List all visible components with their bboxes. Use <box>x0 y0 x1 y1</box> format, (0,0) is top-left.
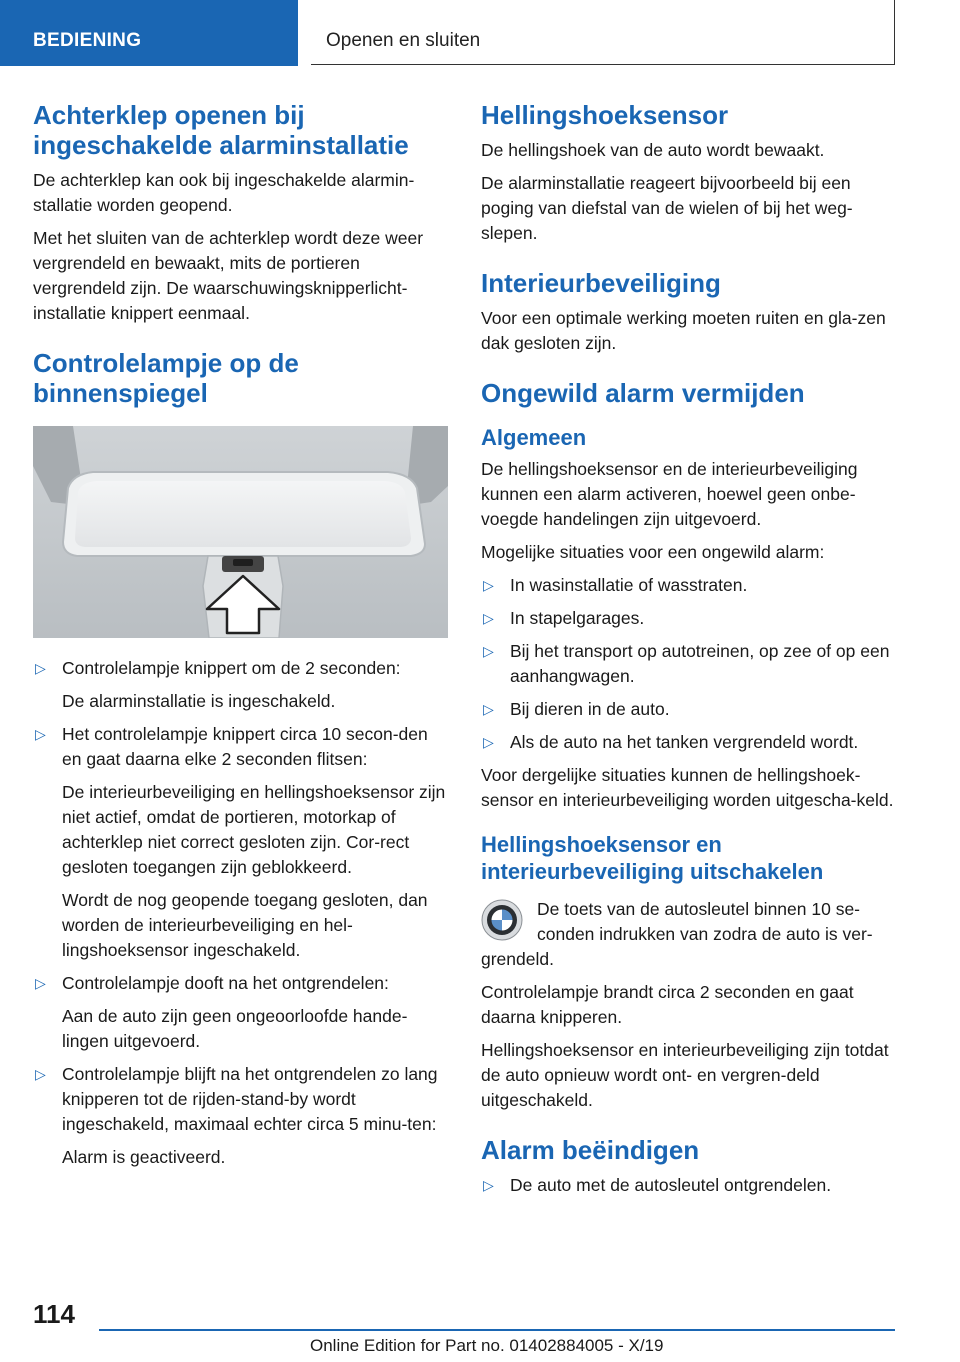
list-item: ▷ Als de auto na het tanken vergrendeld wordt. <box>481 730 897 755</box>
triangle-bullet-icon: ▷ <box>35 975 46 991</box>
heading-tailgate-alarm: Achterklep openen bij ingeschakelde alarminstallatie <box>33 100 409 160</box>
chapter-label: Openen en sluiten <box>326 30 481 51</box>
triangle-bullet-icon: ▷ <box>483 1177 494 1193</box>
footer-divider <box>99 1329 895 1331</box>
section-label: BEDIENING <box>33 30 142 51</box>
page-number: 114 <box>33 1299 75 1329</box>
paragraph: Voor dergelijke situaties kunnen de hellingshoek-sensor en interieurbeveiliging worden uitgescha-keld. <box>481 765 894 810</box>
heading-indicator-lamp: Controlelampje op de binnenspiegel <box>33 348 299 408</box>
heading-tilt-sensor: Hellingshoeksensor <box>481 100 729 130</box>
paragraph: De hellingshoeksensor en de interieurbeveiliging kunnen een alarm activeren, hoewel geen onbe-voegde handelingen zijn uitgevoerd. <box>481 459 858 529</box>
triangle-bullet-icon: ▷ <box>483 643 494 659</box>
paragraph: De hellingshoek van de auto wordt bewaakt. <box>481 140 825 160</box>
list-item: ▷ In stapelgarages. <box>481 606 897 631</box>
triangle-bullet-icon: ▷ <box>35 660 46 676</box>
footer-edition-text: Online Edition for Part no. 01402884005 - X/19 <box>310 1336 664 1355</box>
paragraph: grendeld. <box>481 949 554 969</box>
list-item: ▷ In wasinstallatie of wasstraten. <box>481 573 897 598</box>
left-column <box>33 100 449 1178</box>
keyfob-instruction: De toets van de autosleutel binnen 10 se-conden indrukken van zodra de auto is ver- <box>481 897 897 947</box>
paragraph: Controlelampje brandt circa 2 seconden en gaat daarna knipperen. <box>481 982 854 1027</box>
header-chapter-box <box>311 0 895 65</box>
list-item: ▷ Bij het transport op autotreinen, op zee of op een aanhangwagen. <box>483 641 890 686</box>
list-item: ▷ Controlelampje blijft na het ontgrendelen zo lang knipperen tot de rijden-stand-by wordt ingeschakeld, maximaal echter circa 5 minu-ten: Alarm is geactiveerd. <box>35 1064 438 1167</box>
list-item: ▷ Bij dieren in de auto. <box>481 697 897 722</box>
paragraph: Mogelijke situaties voor een ongewild alarm: <box>481 542 825 562</box>
heading-interior-protection: Interieurbeveiliging <box>481 268 721 298</box>
list-item: ▷ Controlelampje dooft na het ontgrendelen: Aan de auto zijn geen ongeoorloofde hande-lingen uitgevoerd. <box>35 973 408 1051</box>
paragraph: De alarminstallatie reageert bijvoorbeeld bij een poging van diefstal van de wielen of bij het weg-slepen. <box>481 173 853 243</box>
triangle-bullet-icon: ▷ <box>483 734 494 750</box>
indicator-list <box>33 656 449 1170</box>
triangle-bullet-icon: ▷ <box>35 726 46 742</box>
heading-end-alarm: Alarm beëindigen <box>481 1135 700 1165</box>
subheading-general: Algemeen <box>481 425 587 450</box>
right-column <box>481 100 897 1206</box>
list-item: ▷ Controlelampje knippert om de 2 seconden: De alarminstallatie is ingeschakeld. <box>35 658 401 711</box>
triangle-bullet-icon: ▷ <box>483 610 494 626</box>
paragraph: Voor een optimale werking moeten ruiten en gla-zen dak gesloten zijn. <box>481 308 886 353</box>
header-section-tab <box>0 0 298 66</box>
paragraph: Hellingshoeksensor en interieurbeveiliging zijn totdat de auto opnieuw wordt ont- en vergren-deld uitgeschakeld. <box>481 1040 889 1110</box>
false-alarm-situations-list <box>481 573 897 755</box>
list-item: ▷ De auto met de autosleutel ontgrendelen. <box>481 1173 897 1198</box>
end-alarm-list <box>481 1173 897 1198</box>
triangle-bullet-icon: ▷ <box>483 701 494 717</box>
triangle-bullet-icon: ▷ <box>483 577 494 593</box>
triangle-bullet-icon: ▷ <box>35 1066 46 1082</box>
paragraph: De achterklep kan ook bij ingeschakelde alarmin-stallatie worden geopend. <box>33 170 415 215</box>
heading-avoid-false-alarm: Ongewild alarm vermijden <box>481 378 805 408</box>
subheading-disable-sensors: Hellingshoeksensor en interieurbeveiliging uitschakelen <box>481 832 824 884</box>
paragraph: Met het sluiten van de achterklep wordt deze weer vergrendeld en bewaakt, mits de portieren vergrendeld zijn. De waarschuwingsknipperlicht-installatie knippert eenmaal. <box>33 228 424 323</box>
bmw-keyfob-button-icon <box>481 899 523 941</box>
list-item: ▷ Het controlelampje knippert circa 10 secon-den en gaat daarna elke 2 seconden flitsen: De interieurbeveiliging en hellingshoeksensor zijn niet actief, omdat de portieren, motorkap of achterklep niet correct gesloten zijn. Cor-rect gesloten toegangen zijn geblokkeerd. Wordt de nog geopende toegang gesloten, dan worden de interieurbeveiliging en hel-lingshoeksensor ingeschakeld. <box>35 724 446 960</box>
rearview-mirror-figure <box>33 426 448 638</box>
